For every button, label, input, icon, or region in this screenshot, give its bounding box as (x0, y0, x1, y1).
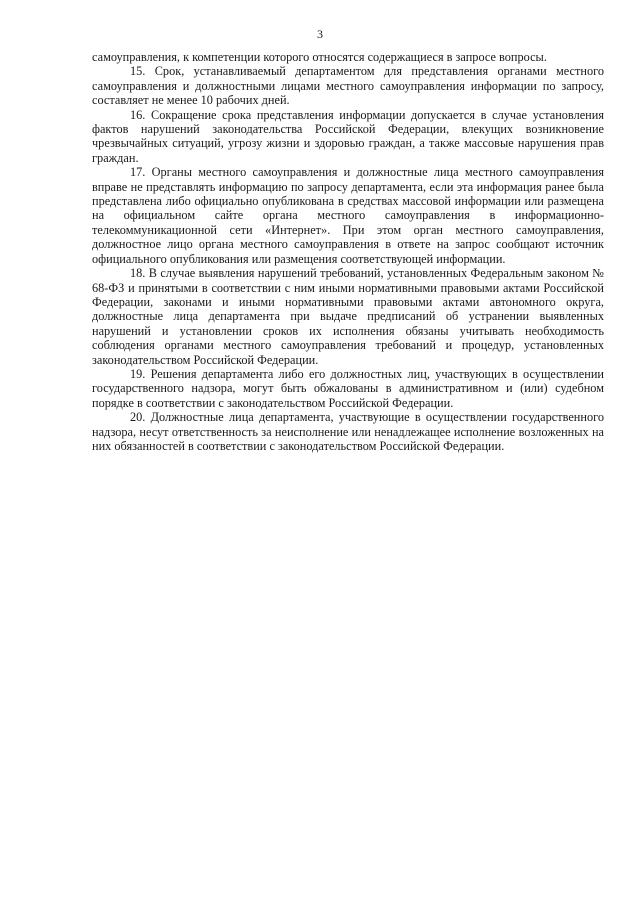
document-body (92, 50, 604, 453)
paragraph-20: 20. Должностные лица департамента, участвующие в осуществлении государственного надзора, несут ответственность за неисполнение или ненадлежащее исполнение возложенных на них обязанностей в соответствии с законодательством Российской Федерации. (92, 410, 604, 453)
paragraph-18: 18. В случае выявления нарушений требований, установленных Федеральным законом № 68-ФЗ и принятыми в соответствии с ним иными нормативными правовыми актами Российской Федерации, законами и иными нормативными правовыми актами автономного округа, должностные лица департамента при выдаче предписаний об устранении выявленных нарушений и установлении сроков их исполнения обязаны учитывать необходимость соблюдения органами местного самоуправления требований и процедур, установленных законодательством Российской Федерации. (92, 266, 604, 367)
paragraph-16: 16. Сокращение срока представления информации допускается в случае установления фактов нарушений законодательства Российской Федерации, влекущих возникновение чрезвычайных ситуаций, угрозу жизни и здоровью граждан, а также массовые нарушения прав граждан. (92, 107, 604, 165)
paragraph-15: 15. Срок, устанавливаемый департаментом для представления органами местного самоуправления и должностными лицами местного самоуправления информации по запросу, составляет не менее 10 рабочих дней. (92, 64, 604, 108)
paragraph-continuation: самоуправления, к компетенции которого относятся содержащиеся в запросе вопросы. (92, 50, 547, 64)
page-number: 3 (317, 27, 323, 41)
paragraph-19: 19. Решения департамента либо его должностных лиц, участвующих в осуществлении государственного надзора, могут быть обжалованы в административном и (или) судебном порядке в соответствии с законодательством Российской Федерации. (92, 366, 604, 410)
paragraph-17: 17. Органы местного самоуправления и должностные лица местного самоуправления вправе не представлять информацию по запросу департамента, если эта информация ранее была представлена либо официально опубликована в средствах массовой информации или размещена на официальном сайте органа местного самоуправления в информационно-телекоммуникационной сети «Интернет». При этом орган местного самоуправления, должностное лицо органа местного самоуправления в ответе на запрос сообщают источник официального опубликования или размещения соответствующей информации. (92, 165, 604, 266)
